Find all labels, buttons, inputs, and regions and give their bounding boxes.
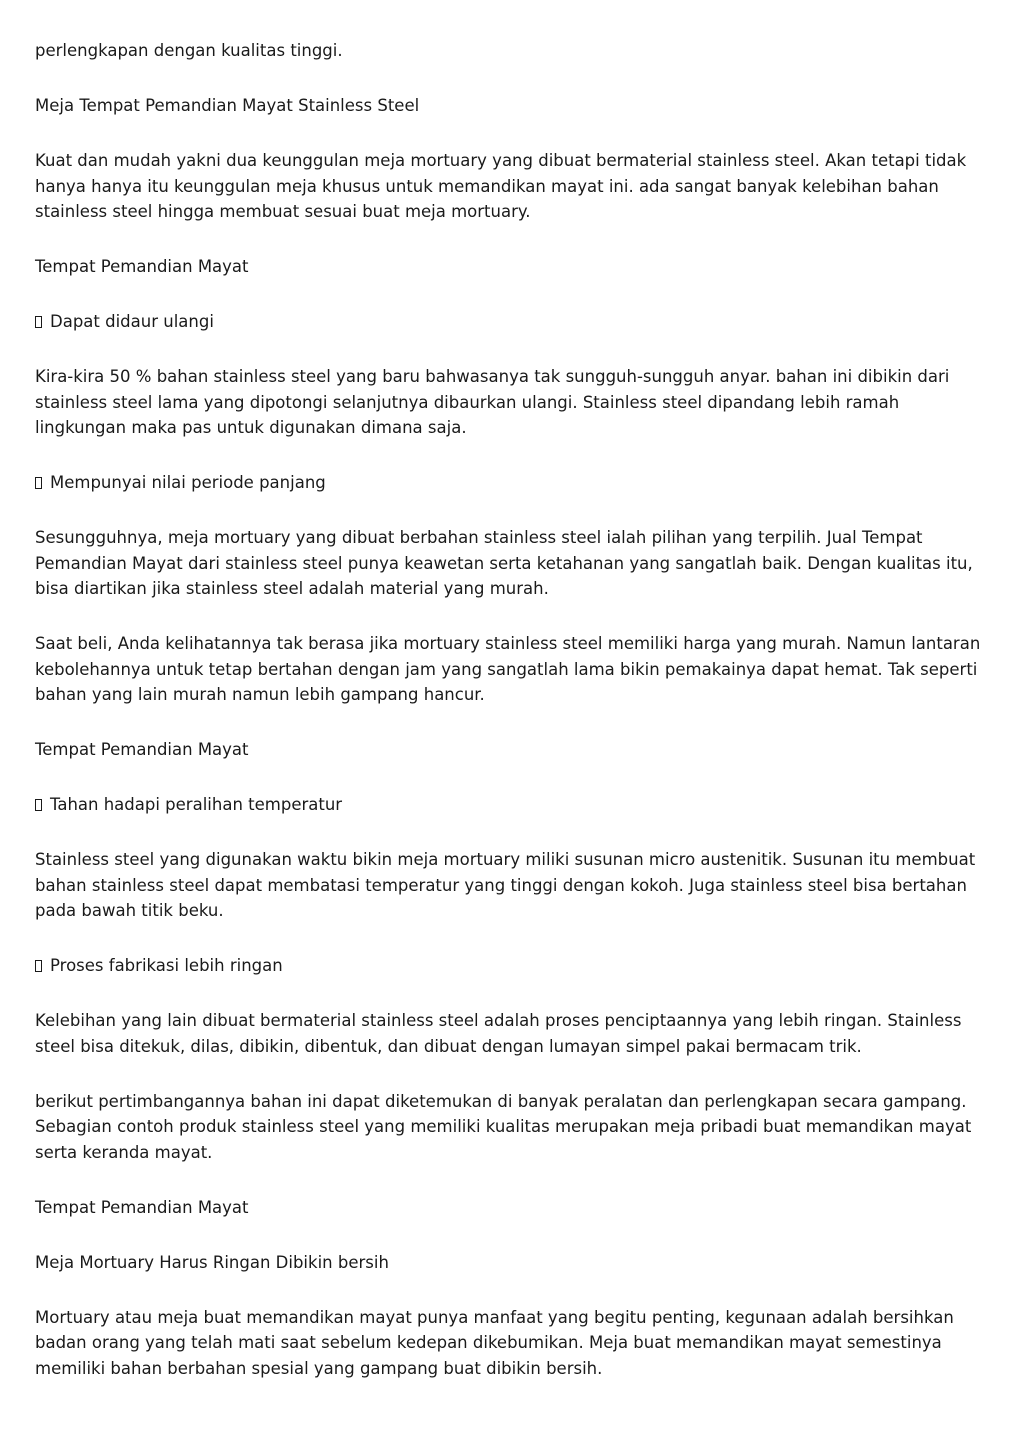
bullet-item	[35, 953, 985, 979]
section-heading: Tempat Pemandian Mayat	[35, 257, 249, 276]
paragraph: Kelebihan yang lain dibuat bermaterial stainless steel adalah proses penciptaannya yang lebih ringan. Stainless steel bisa ditekuk, dilas, dibikin, dibentuk, dan dibuat dengan lumayan simpel pakai bermacam trik.	[35, 1011, 962, 1056]
bullet-label: Dapat didaur ulangi	[50, 312, 214, 331]
paragraph: Stainless steel yang digunakan waktu bikin meja mortuary miliki susunan micro austenitik. Susunan itu membuat bahan stainless steel dapat membatasi temperatur yang tinggi dengan kokoh. Juga stainless steel bisa bertahan pada bawah titik beku.	[35, 850, 976, 920]
bullet-label: Tahan hadapi peralihan temperatur	[50, 795, 343, 814]
section-heading: Meja Tempat Pemandian Mayat Stainless Steel	[35, 96, 420, 115]
bullet-box-icon	[35, 477, 42, 489]
bullet-item	[35, 309, 985, 335]
section-heading: Tempat Pemandian Mayat	[35, 1197, 249, 1217]
paragraph: Sesungguhnya, meja mortuary yang dibuat berbahan stainless steel ialah pilihan yang terpilih. Jual Tempat Pemandian Mayat dari stainless steel punya keawetan serta ketahanan yang sangatlah baik. Dengan kualitas itu, bisa diartikan jika stainless steel adalah material yang murah.	[35, 528, 973, 598]
paragraph: berikut pertimbangannya bahan ini dapat diketemukan di banyak peralatan dan perlengkapan secara gampang. Sebagian contoh produk stainless steel yang memiliki kualitas merupakan meja pribadi buat memandikan mayat serta keranda mayat.	[35, 1091, 972, 1162]
document-page	[35, 38, 985, 1381]
bullet-label: Proses fabrikasi lebih ringan	[50, 956, 283, 975]
paragraph: Kira-kira 50 % bahan stainless steel yang baru bahwasanya tak sungguh-sungguh anyar. bahan ini dibikin dari stainless steel lama yang dipotongi selanjutnya dibaurkan ulangi. Stainless steel dipandang lebih ramah lingkungan maka pas untuk digunakan dimana saja.	[35, 367, 950, 437]
paragraph: Saat beli, Anda kelihatannya tak berasa jika mortuary stainless steel memiliki harga yang murah. Namun lantaran kebolehannya untuk tetap bertahan dengan jam yang sangatlah lama bikin pemakainya dapat hemat. Tak seperti bahan yang lain murah namun lebih gampang hancur.	[35, 634, 981, 704]
bullet-box-icon	[35, 960, 42, 972]
paragraph: Mortuary atau meja buat memandikan mayat punya manfaat yang begitu penting, kegunaan adalah bersihkan badan orang yang telah mati saat sebelum kedepan dikebumikan. Meja buat memandikan mayat semestinya memiliki bahan berbahan spesial yang gampang buat dibikin bersih.	[35, 1307, 954, 1378]
bullet-item	[35, 792, 985, 818]
bullet-item	[35, 470, 985, 496]
paragraph: perlengkapan dengan kualitas tinggi.	[35, 41, 343, 60]
bullet-box-icon	[35, 316, 42, 328]
paragraph: Kuat dan mudah yakni dua keunggulan meja mortuary yang dibuat bermaterial stainless steel. Akan tetapi tidak hanya hanya itu keunggulan meja khusus untuk memandikan mayat ini. ada sangat banyak kelebihan bahan stainless steel hingga membuat sesuai buat meja mortuary.	[35, 151, 967, 221]
section-heading: Meja Mortuary Harus Ringan Dibikin bersih	[35, 1252, 389, 1272]
bullet-label: Mempunyai nilai periode panjang	[50, 473, 326, 492]
section-heading: Tempat Pemandian Mayat	[35, 740, 249, 759]
bullet-box-icon	[35, 799, 42, 811]
